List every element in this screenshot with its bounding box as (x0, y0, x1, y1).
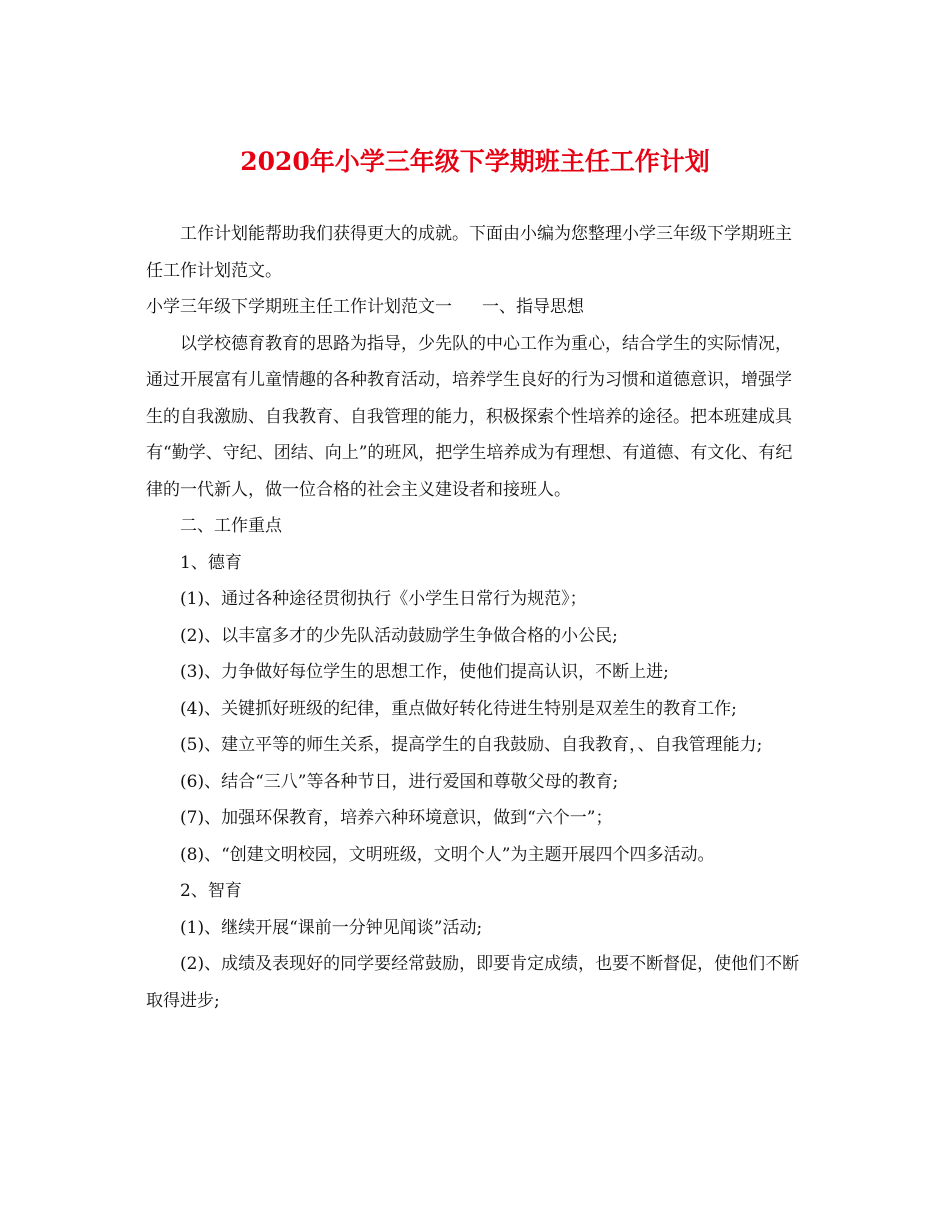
moral-item: (2)、以丰富多才的少先队活动鼓励学生争做合格的小公民; (180, 625, 618, 646)
intellect-heading: 2、智育 (180, 881, 242, 901)
subtitle-line (146, 289, 806, 326)
intellect-item: (1)、继续开展“课前一分钟见闻谈”活动; (180, 917, 483, 938)
moral-item: (5)、建立平等的师生关系，提高学生的自我鼓励、自我教育，、自我管理能力; (180, 735, 763, 755)
intellect-item: (2)、成绩及表现好的同学要经常鼓励，即要肯定成绩，也要不断督促，使他们不断取得进步; (146, 954, 800, 1011)
intro-paragraph: 工作计划能帮助我们获得更大的成就。下面由小编为您整理小学三年级下学期班主任工作计划范文。 (146, 224, 792, 281)
subtitle-sample-label: 小学三年级下学期班主任工作计划范文一 (146, 297, 452, 317)
moral-item: (8)、“创建文明校园，文明班级，文明个人”为主题开展四个四多活动。 (180, 844, 715, 865)
document-title: 2020年小学三年级下学期班主任工作计划 (240, 147, 710, 176)
document-body (146, 216, 806, 1019)
moral-item: (4)、关键抓好班级的纪律，重点做好转化待进生特别是双差生的教育工作; (180, 698, 737, 719)
moral-heading: 1、德育 (180, 552, 242, 573)
section-heading-guiding: 一、指导思想 (482, 297, 584, 317)
moral-item: (1)、通过各种途径贯彻执行《小学生日常行为规范》； (180, 589, 587, 609)
guiding-paragraph: 以学校德育教育的思路为指导，少先队的中心工作为重心，结合学生的实际情况，通过开展富有儿童情趣的各种教育活动，培养学生良好的行为习惯和道德意识，增强学生的自我激励、自我教育、自我管理的能力，积极探索个性培养的途径。把本班建成具有“勤学、守纪、团结、向上”的班风，把学生培养成为有理想、有道德、有文化、有纪律的一代新人，做一位合格的社会主义建设者和接班人。 (146, 333, 793, 500)
moral-item: (7)、加强环保教育，培养六种环境意识，做到“六个一”； (180, 808, 613, 828)
moral-item: (6)、结合“三八”等各种节日，进行爱国和尊敬父母的教育; (180, 771, 619, 792)
section-heading-focus: 二、工作重点 (180, 516, 282, 536)
moral-item: (3)、力争做好每位学生的思想工作，使他们提高认识，不断上进; (180, 662, 669, 682)
